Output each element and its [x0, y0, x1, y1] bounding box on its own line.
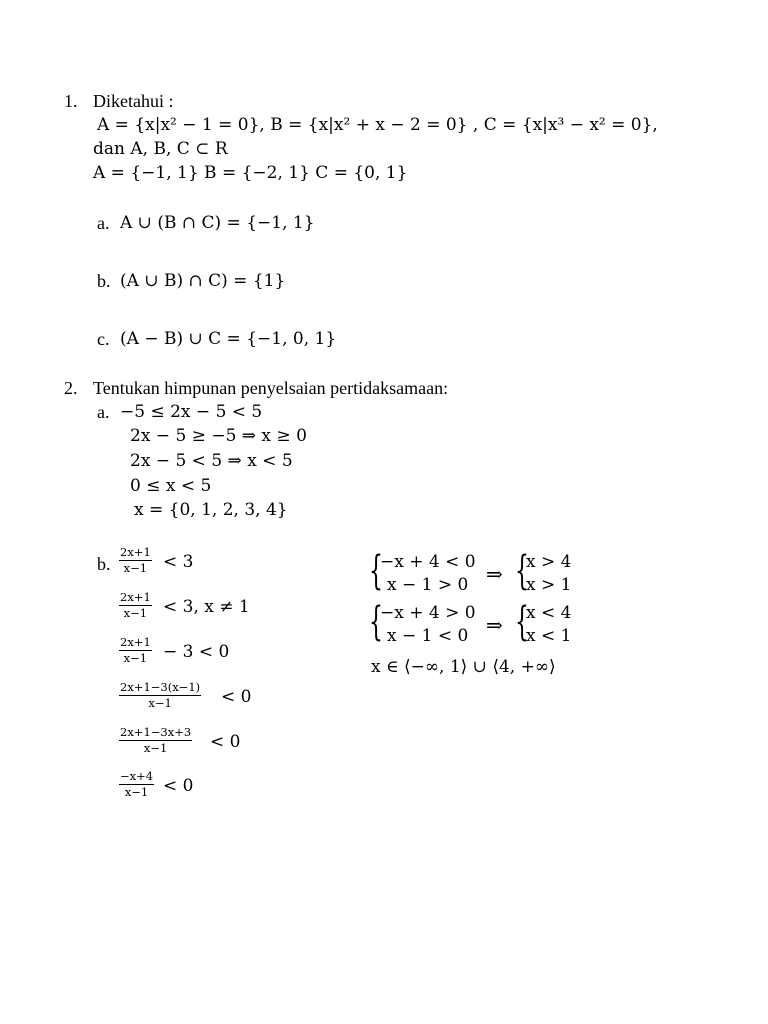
question-2-intro: Tentukan himpunan penyelsaian pertidaksamaan:: [93, 378, 449, 398]
denominator: x−1: [124, 785, 149, 799]
denominator: x−1: [143, 741, 168, 755]
question-1-set-values: A = {−1, 1} B = {−2, 1} C = {0, 1}: [93, 163, 408, 183]
fraction-step-3: [119, 636, 152, 665]
step-4-relation: < 0: [221, 687, 252, 707]
question-2-number: 2.: [64, 378, 78, 398]
question-2a-line-4: 0 ≤ x < 5: [130, 476, 212, 496]
question-2a-label: a.: [97, 402, 110, 422]
question-1b-label: b.: [97, 271, 111, 291]
numerator: −x+4: [120, 769, 154, 783]
question-1b-answer: (A ∪ B) ∩ C) = {1}: [120, 271, 286, 291]
implies-arrow: ⇒: [486, 613, 503, 637]
question-1a-label: a.: [97, 213, 110, 233]
step-1-relation: < 3: [163, 552, 194, 572]
system-1-left-line-2: x − 1 > 0: [387, 575, 469, 595]
question-1c-answer: (A − B) ∪ C = {−1, 0, 1}: [120, 329, 337, 349]
numerator: 2x+1: [120, 635, 151, 649]
question-1-number: 1.: [64, 91, 78, 111]
system-2-left-line-2: x − 1 < 0: [387, 626, 469, 646]
denominator: x−1: [148, 696, 172, 710]
step-6-relation: < 0: [163, 776, 194, 796]
system-1-right-line-1: x > 4: [526, 552, 572, 572]
fraction-step-1: [119, 546, 152, 575]
system-2-right-line-1: x < 4: [526, 603, 572, 623]
denominator: x−1: [123, 606, 148, 620]
fraction-step-4: [119, 681, 201, 710]
system-1-left-line-1: −x + 4 < 0: [380, 552, 476, 572]
question-2b-label: b.: [97, 554, 111, 574]
denominator: x−1: [123, 651, 148, 665]
numerator: 2x+1−3(x−1): [120, 680, 201, 694]
system-2-right-line-2: x < 1: [526, 626, 572, 646]
question-1-universe: dan A, B, C ⊂ R: [93, 139, 228, 159]
question-1-set-definitions: A = {x|x² − 1 = 0}, B = {x|x² + x − 2 = 0} , C = {x|x³ − x² = 0},: [97, 115, 658, 135]
question-1-intro: Diketahui :: [93, 91, 174, 111]
step-5-relation: < 0: [210, 732, 241, 752]
question-2a-line-2: 2x − 5 ≥ −5 ⇒ x ≥ 0: [130, 426, 307, 446]
question-1c-label: c.: [97, 329, 110, 349]
system-1-left-brace: {: [369, 548, 383, 594]
system-2-left-brace: {: [369, 599, 383, 645]
denominator: x−1: [123, 561, 148, 575]
implies-arrow: ⇒: [486, 562, 503, 586]
fraction-step-6: [119, 770, 154, 799]
fraction-step-5: [119, 726, 192, 755]
system-1-right-brace: {: [515, 548, 529, 594]
step-2-relation: < 3, x ≠ 1: [163, 597, 250, 617]
question-2a-line-5: x = {0, 1, 2, 3, 4}: [134, 500, 288, 520]
system-2-left-line-1: −x + 4 > 0: [380, 603, 476, 623]
numerator: 2x+1: [120, 545, 151, 559]
question-2b-solution: x ∈ ⟨−∞, 1⟩ ∪ ⟨4, +∞⟩: [371, 657, 556, 677]
numerator: 2x+1−3x+3: [120, 725, 192, 739]
step-3-relation: − 3 < 0: [163, 642, 230, 662]
system-1-right-line-2: x > 1: [526, 575, 572, 595]
question-2a-line-1: −5 ≤ 2x − 5 < 5: [120, 402, 263, 422]
system-2-right-brace: {: [515, 599, 529, 645]
question-2a-line-3: 2x − 5 < 5 ⇒ x < 5: [130, 451, 293, 471]
question-1a-answer: A ∪ (B ∩ C) = {−1, 1}: [120, 213, 315, 233]
numerator: 2x+1: [120, 590, 151, 604]
fraction-step-2: [119, 591, 152, 620]
